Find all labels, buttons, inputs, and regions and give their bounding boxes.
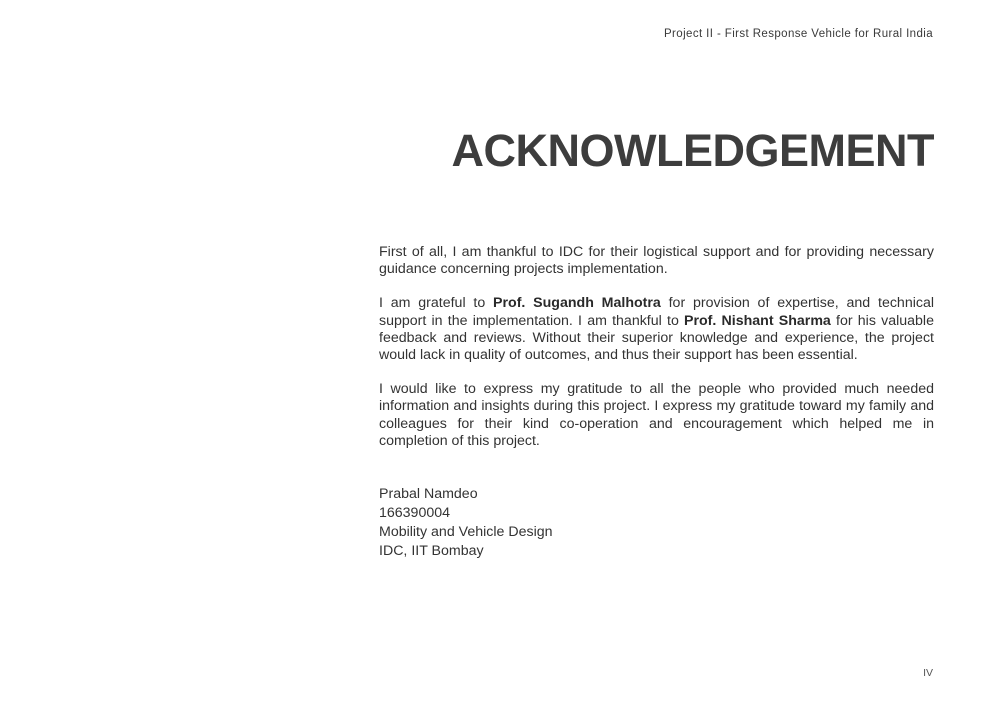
page-title: ACKNOWLEDGEMENT (451, 125, 934, 176)
professor-name-2: Prof. Nishant Sharma (684, 312, 831, 329)
paragraph-professors-text-1: I am grateful to (379, 295, 494, 312)
page-number: IV (923, 667, 933, 679)
paragraph-professors-text-3: for his valuable feedback and reviews. Without their superior knowledge and experience, the project would lack in quality of outcomes, and thus their support has been essential. (379, 312, 934, 364)
acknowledgement-body (379, 244, 934, 467)
paragraph-professors (379, 295, 934, 364)
paragraph-gratitude: I would like to express my gratitude to all the people who provided much needed information and insights during this project. I express my gratitude toward my family and colleagues for their kind co-operation and encouragement which helped me in completion of this project. (379, 381, 934, 449)
paragraph-idc-support: First of all, I am thankful to IDC for their logistical support and for providing necessary guidance concerning projects implementation. (379, 244, 934, 278)
program-name: Mobility and Vehicle Design (379, 524, 553, 540)
professor-name-1: Prof. Sugandh Malhotra (493, 295, 661, 312)
running-header: Project II - First Response Vehicle for Rural India (663, 28, 933, 40)
institute-name: IDC, IIT Bombay (379, 543, 484, 559)
paragraph-professors-text-2: for provision of expertise, and technical support in the implementation. I am thankful to (379, 295, 934, 329)
author-name: Prabal Namdeo (379, 486, 478, 502)
signature-block (379, 485, 553, 561)
roll-number: 166390004 (379, 505, 451, 521)
